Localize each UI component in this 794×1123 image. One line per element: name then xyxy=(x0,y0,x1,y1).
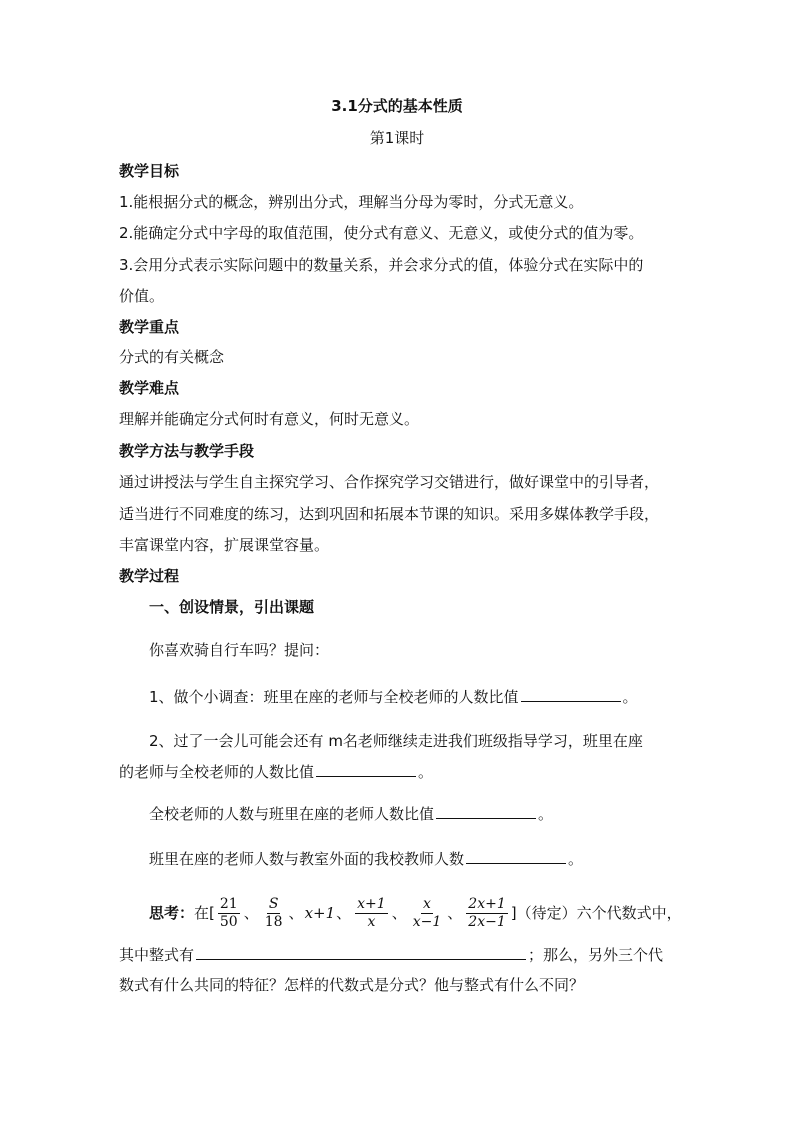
question-1-text: 1、做个小调查：班里在座的老师与全校老师的人数比值 xyxy=(149,688,519,706)
key-point-heading: 教学重点 xyxy=(119,318,180,336)
fraction-2-denominator: 18 xyxy=(264,914,283,930)
fraction-1-denominator: 50 xyxy=(219,914,238,930)
fraction-4-denominator: x xyxy=(367,914,376,930)
goal-item-1: 1.能根据分式的概念，辨别出分式，理解当分母为零时，分式无意义。 xyxy=(119,193,584,211)
question-2-text: 的老师与全校老师的人数比值 xyxy=(119,763,315,781)
fraction-1-numerator: 21 xyxy=(219,896,238,912)
expression-3: x+1 xyxy=(304,904,336,922)
answer-blank-2[interactable] xyxy=(316,761,416,777)
question-2-line-1: 2、过了一会儿可能会还有 m名老师继续走进我们班级指导学习，班里在座 xyxy=(149,732,643,750)
period: 。 xyxy=(568,850,584,868)
section-heading-1: 一、创设情景，引出课题 xyxy=(149,598,315,616)
question-3-text: 全校老师的人数与班里在座的老师人数比值 xyxy=(149,805,435,823)
answer-blank-4[interactable] xyxy=(466,848,566,864)
think-line-2 xyxy=(119,944,663,965)
answer-blank-1[interactable] xyxy=(521,686,621,702)
fraction-5 xyxy=(411,896,444,931)
think-label: 思考： xyxy=(149,904,195,922)
difficulty-text: 理解并能确定分式何时有意义，何时无意义。 xyxy=(119,410,420,428)
process-heading: 教学过程 xyxy=(119,567,180,585)
method-line-2: 适当进行不同难度的练习，达到巩固和拓展本节课的知识。采用多媒体教学手段， xyxy=(119,505,660,523)
question-4 xyxy=(149,848,583,869)
key-point-text: 分式的有关概念 xyxy=(119,348,225,366)
fraction-1 xyxy=(218,896,240,931)
page-title: 3.1分式的基本性质 xyxy=(331,97,463,115)
fraction-2 xyxy=(263,896,285,931)
answer-blank-integral[interactable] xyxy=(196,944,526,960)
think-line-1 xyxy=(149,893,682,933)
intro-question: 你喜欢骑自行车吗？提问： xyxy=(149,641,330,659)
question-2-line-2 xyxy=(119,761,433,782)
separator: 、 xyxy=(391,904,407,922)
think-close: ]（待定）六个代数式中， xyxy=(510,904,682,922)
page-subtitle: 第1课时 xyxy=(369,129,425,147)
method-line-1: 通过讲授法与学生自主探究学习、合作探究学习交错进行，做好课堂中的引导者， xyxy=(119,473,660,491)
goal-item-2: 2.能确定分式中字母的取值范围，使分式有意义、无意义，或使分式的值为零。 xyxy=(119,224,644,242)
question-3 xyxy=(149,803,553,824)
question-1 xyxy=(149,686,638,707)
think-line-2-prefix: 其中整式有 xyxy=(119,946,195,964)
answer-blank-3[interactable] xyxy=(436,803,536,819)
fraction-6-denominator: 2x−1 xyxy=(468,914,506,930)
fraction-5-denominator: x−1 xyxy=(412,914,442,930)
method-line-3: 丰富课堂内容，扩展课堂容量。 xyxy=(119,536,330,554)
fraction-2-numerator: S xyxy=(268,896,279,912)
fraction-5-numerator: x xyxy=(423,896,431,912)
question-4-text: 班里在座的老师人数与教室外面的我校教师人数 xyxy=(149,850,465,868)
think-open: 在[ xyxy=(194,904,215,922)
method-heading: 教学方法与教学手段 xyxy=(119,442,255,460)
fraction-4 xyxy=(355,896,388,931)
goals-heading: 教学目标 xyxy=(119,162,180,180)
period: 。 xyxy=(622,688,638,706)
separator: 、 xyxy=(336,904,352,922)
period: 。 xyxy=(418,763,434,781)
goal-item-3: 3.会用分式表示实际问题中的数量关系，并会求分式的值，体验分式在实际中的 xyxy=(119,256,644,274)
goal-item-3-cont: 价值。 xyxy=(119,287,165,305)
fraction-4-numerator: x+1 xyxy=(357,896,386,912)
separator: 、 xyxy=(447,904,463,922)
separator: 、 xyxy=(288,904,304,922)
difficulty-heading: 教学难点 xyxy=(119,379,180,397)
fraction-6 xyxy=(466,896,507,931)
think-line-2-suffix: ；那么，另外三个代 xyxy=(528,946,664,964)
think-line-3: 数式有什么共同的特征？怎样的代数式是分式？他与整式有什么不同？ xyxy=(119,976,585,994)
fraction-6-numerator: 2x+1 xyxy=(468,896,506,912)
separator: 、 xyxy=(243,904,259,922)
period: 。 xyxy=(538,805,554,823)
